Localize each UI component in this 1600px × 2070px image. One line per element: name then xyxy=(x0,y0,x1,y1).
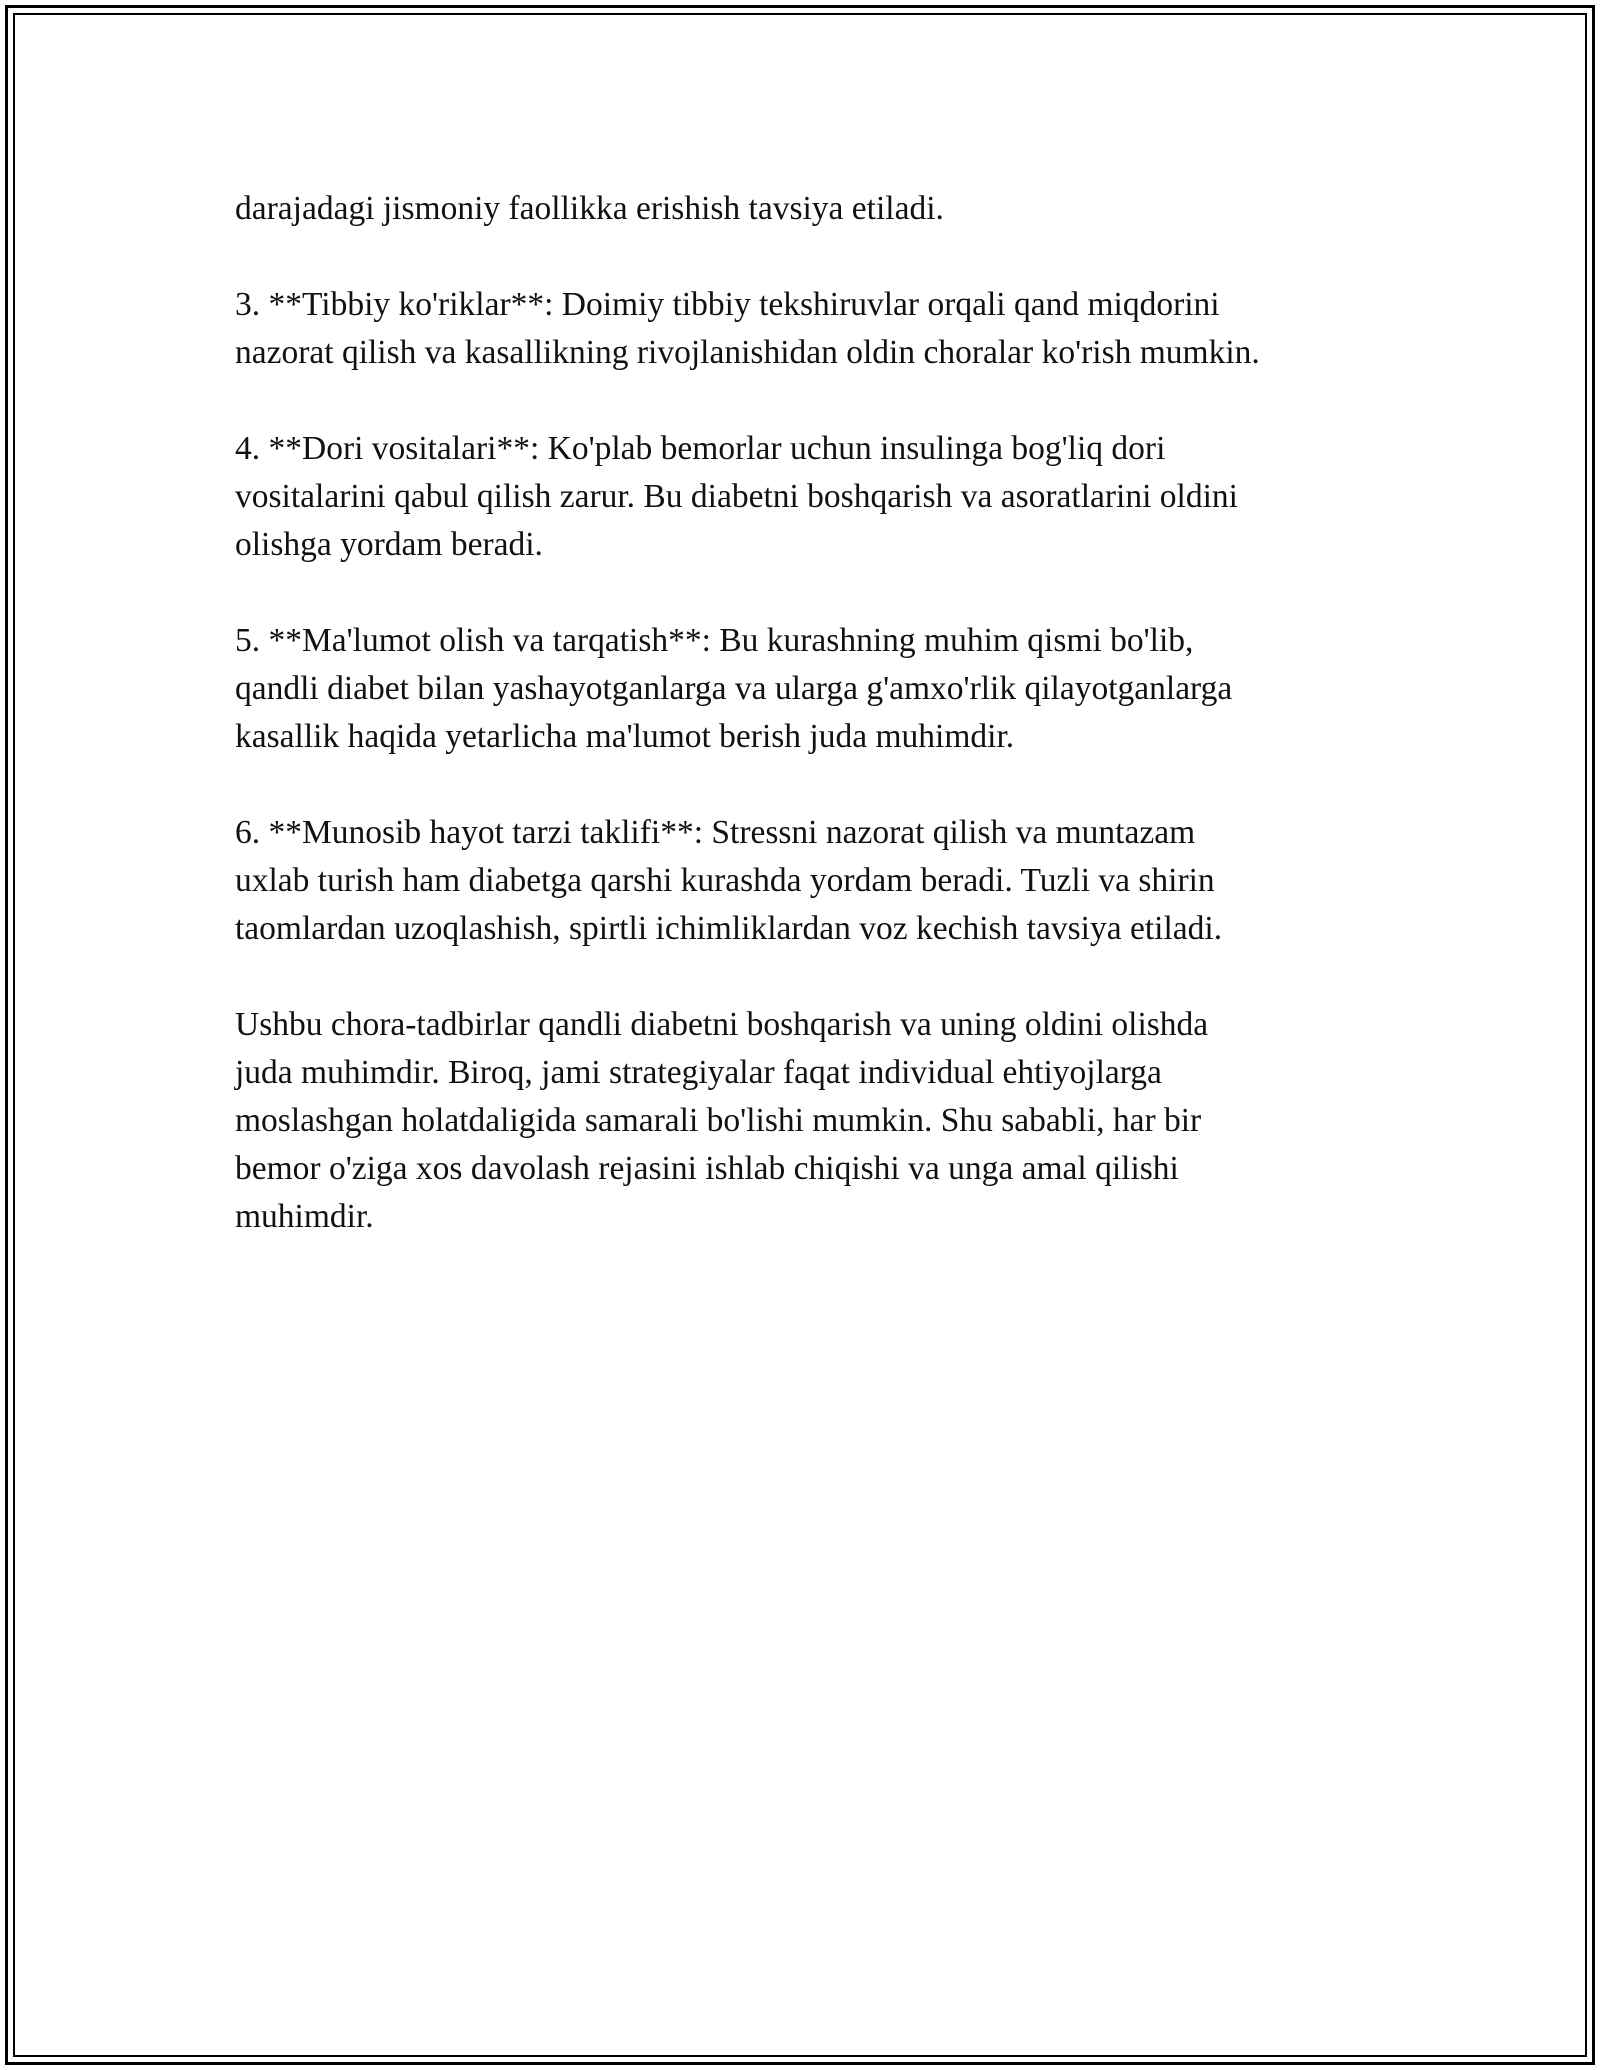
paragraph-continuation: darajadagi jismoniy faollikka erishish tavsiya etiladi. xyxy=(235,190,944,227)
document-body xyxy=(235,185,1385,1289)
paragraph-conclusion: Ushbu chora-tadbirlar qandli diabetni boshqarish va uning oldini olishda juda muhimdir. Biroq, jami strategiyalar faqat individual ehtiyojlarga moslashgan holatdaligida samarali bo'lishi mumkin. Shu sababli, har bir bemor o'ziga xos davolash rejasini ishlab chiqishi va unga amal qilishi muhimdir. xyxy=(235,1006,1209,1235)
paragraph-item-3: 3. **Tibbiy ko'riklar**: Doimiy tibbiy tekshiruvlar orqali qand miqdorini nazorat qilish va kasallikning rivojlanishidan oldin choralar ko'rish mumkin. xyxy=(235,286,1260,371)
paragraph-item-4: 4. **Dori vositalari**: Ko'plab bemorlar uchun insulinga bog'liq dori vositalarini qabul qilish zarur. Bu diabetni boshqarish va asoratlarini oldini olishga yordam beradi. xyxy=(235,430,1238,563)
paragraph-item-6: 6. **Munosib hayot tarzi taklifi**: Stressni nazorat qilish va muntazam uxlab turish ham diabetga qarshi kurashda yordam beradi. Tuzli va shirin taomlardan uzoqlashish, spirtli ichimliklardan voz kechish tavsiya etiladi. xyxy=(235,814,1223,947)
paragraph-item-5: 5. **Ma'lumot olish va tarqatish**: Bu kurashning muhim qismi bo'lib, qandli diabet bilan yashayotganlarga va ularga g'amxo'rlik qilayotganlarga kasallik haqida yetarlicha ma'lumot berish juda muhimdir. xyxy=(235,622,1233,755)
